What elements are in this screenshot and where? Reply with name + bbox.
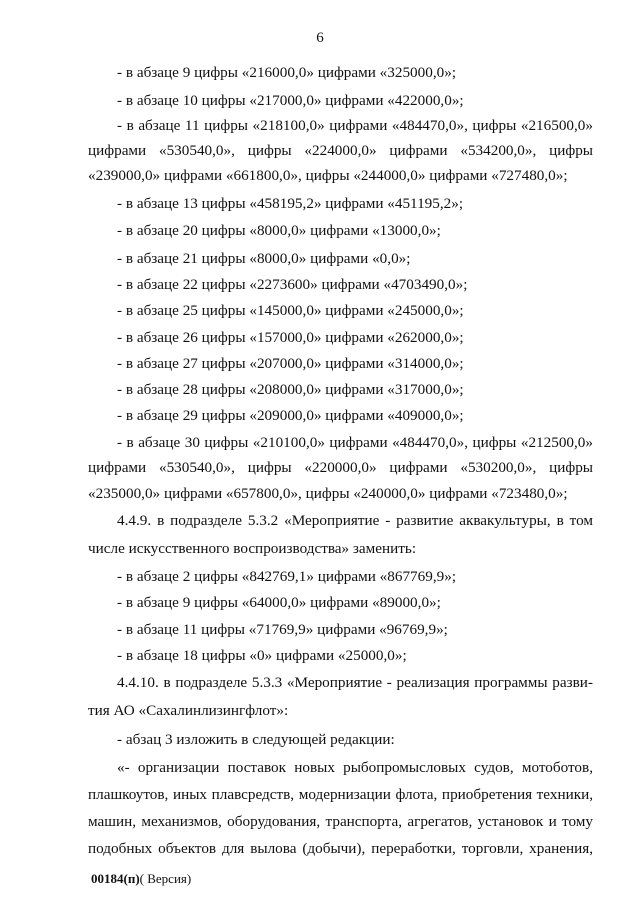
document-version: ( Версия)	[139, 871, 192, 886]
text-line: плашкоутов, иных плавсредств, модернизации флота, приобретения техники,	[88, 786, 593, 803]
text-line: числе искусственного воспроизводства» заменить:	[88, 540, 417, 557]
text-line: 4.4.9. в подразделе 5.3.2 «Мероприятие - развитие аквакультуры, в том	[117, 512, 593, 529]
text-line: 4.4.10. в подразделе 5.3.3 «Мероприятие - реализация программы разви-	[117, 674, 593, 691]
text-line: - в абзаце 11 цифры «218100,0» цифрами «484470,0», цифры «216500,0»	[117, 117, 593, 134]
footer	[91, 871, 191, 887]
text-line: цифрами «530540,0», цифры «220000,0» цифрами «530200,0», цифры	[88, 459, 593, 476]
text-line: «235000,0» цифрами «657800,0», цифры «240000,0» цифрами «723480,0»;	[88, 485, 568, 502]
text-line: - в абзаце 27 цифры «207000,0» цифрами «314000,0»;	[117, 355, 464, 372]
text-line: - в абзаце 13 цифры «458195,2» цифрами «451195,2»;	[117, 195, 464, 212]
text-line: - в абзаце 30 цифры «210100,0» цифрами «484470,0», цифры «212500,0»	[117, 434, 593, 451]
text-line: - в абзаце 25 цифры «145000,0» цифрами «245000,0»;	[117, 302, 464, 319]
text-line: - в абзаце 29 цифры «209000,0» цифрами «409000,0»;	[117, 407, 464, 424]
text-line: «239000,0» цифрами «661800,0», цифры «244000,0» цифрами «727480,0»;	[88, 167, 568, 184]
text-line: - в абзаце 26 цифры «157000,0» цифрами «262000,0»;	[117, 329, 464, 346]
text-line: - в абзаце 9 цифры «216000,0» цифрами «325000,0»;	[117, 64, 457, 81]
text-line: подобных объектов для вылова (добычи), переработки, торговли, хранения,	[88, 840, 593, 857]
text-line: - в абзаце 11 цифры «71769,9» цифрами «96769,9»;	[117, 621, 448, 638]
text-line: - в абзаце 21 цифры «8000,0» цифрами «0,0»;	[117, 250, 411, 267]
text-line: машин, механизмов, оборудования, транспорта, агрегатов, установок и тому	[88, 813, 593, 830]
text-line: «- организации поставок новых рыбопромысловых судов, мотоботов,	[117, 759, 593, 776]
text-line: - в абзаце 9 цифры «64000,0» цифрами «89000,0»;	[117, 594, 441, 611]
text-line: тия АО «Сахалинлизингфлот»:	[88, 702, 289, 719]
text-line: - в абзаце 22 цифры «2273600» цифрами «4703490,0»;	[117, 276, 468, 293]
text-line: цифрами «530540,0», цифры «224000,0» цифрами «534200,0», цифры	[88, 142, 593, 159]
text-line: - в абзаце 2 цифры «842769,1» цифрами «867769,9»;	[117, 568, 457, 585]
text-line: - в абзаце 10 цифры «217000,0» цифрами «422000,0»;	[117, 92, 464, 109]
text-line: - в абзаце 28 цифры «208000,0» цифрами «317000,0»;	[117, 381, 464, 398]
text-line: - в абзаце 20 цифры «8000,0» цифрами «13000,0»;	[117, 222, 441, 239]
document-code: 00184(п)	[91, 871, 140, 886]
text-line: - в абзаце 18 цифры «0» цифрами «25000,0»;	[117, 647, 407, 664]
text-line: - абзац 3 изложить в следующей редакции:	[117, 731, 395, 748]
page-number: 6	[316, 30, 324, 46]
